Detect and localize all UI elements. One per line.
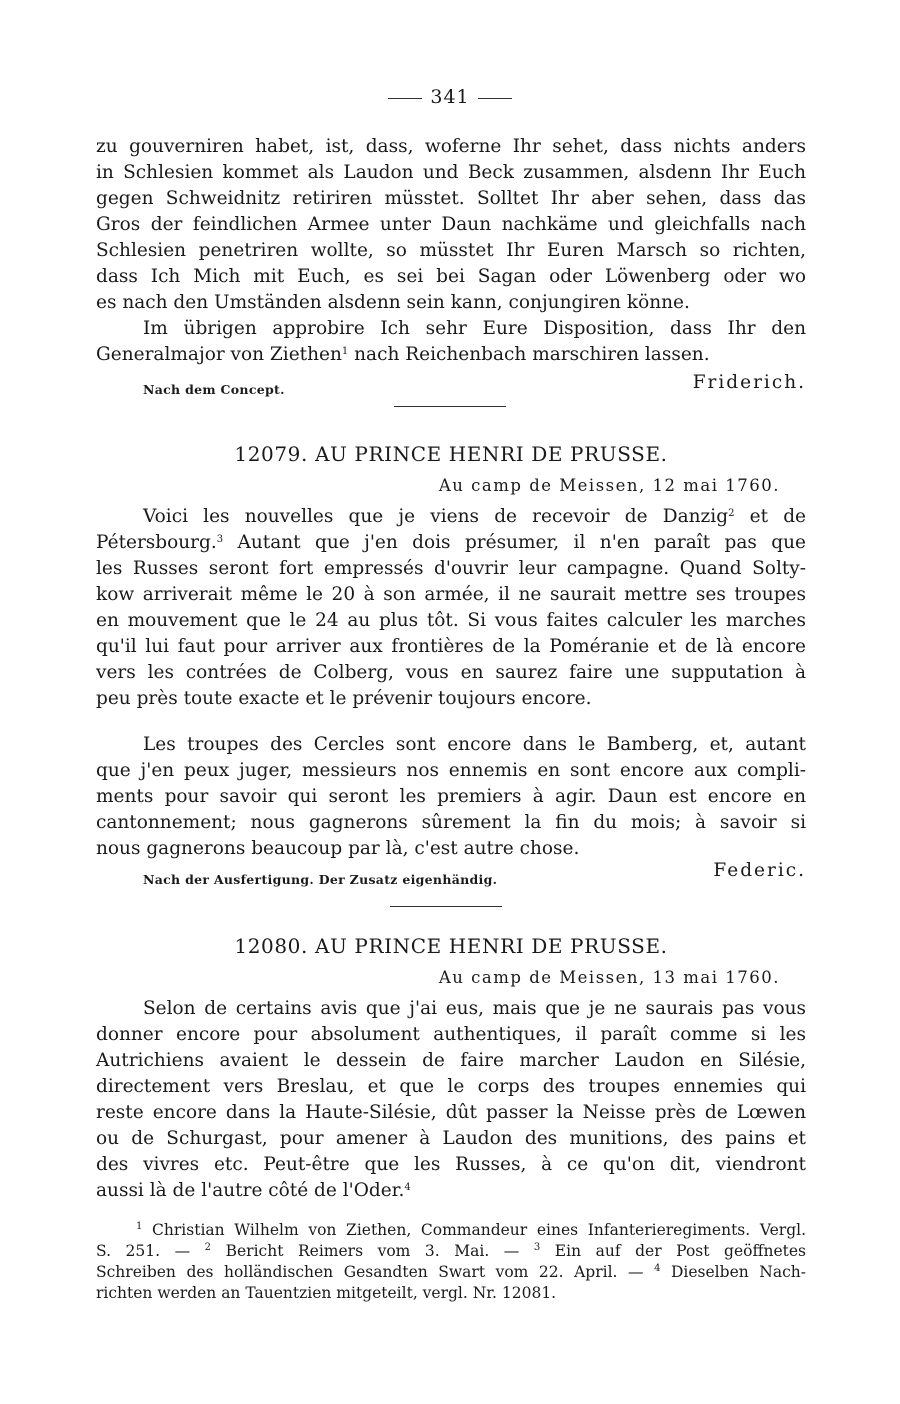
footnote-text: Bericht Reimers vom 3. Mai. —: [225, 1242, 534, 1260]
footnote-text: Schreiben des holländischen Gesandten Swart vom 22. April. —: [96, 1263, 655, 1281]
footnote-ref: 2: [728, 508, 735, 519]
text-fragment: et de: [749, 506, 806, 527]
text-line: [96, 504, 806, 530]
footnote-mark: 1: [136, 1221, 143, 1232]
footnote-mark: 3: [533, 1242, 541, 1253]
text-line: ments pour savoir qui seront les premiers à agir. Daun est encore en: [96, 786, 806, 807]
section-divider: [390, 906, 502, 907]
footnote-ref: 3: [216, 534, 224, 545]
footnote-mark: 2: [204, 1242, 212, 1253]
signature: Federic.: [713, 860, 806, 881]
text-line: Im übrigen approbire Ich sehr Eure Disposition, dass Ihr den: [143, 318, 806, 339]
source-note: Nach dem Concept.: [143, 382, 285, 397]
text-line: les Russes seront fort empressés d'ouvrir leur campagne. Quand Solty-: [96, 558, 806, 579]
text-line: en mouvement que le 24 au plus tôt. Si vous faites calculer les marches: [96, 610, 806, 631]
letter-heading: [96, 934, 806, 958]
text-line: vers les contrées de Colberg, vous en saurez faire une supputation à: [96, 662, 806, 683]
footnote-text: Ein auf der Post geöffnetes: [554, 1242, 806, 1260]
text-line: Les troupes des Cercles sont encore dans le Bamberg, et, autant: [143, 734, 806, 755]
text-line: [96, 530, 806, 556]
letter-title: AU PRINCE HENRI DE PRUSSE.: [314, 934, 668, 958]
text-line: gegen Schweidnitz retiriren müsstet. Solltet Ihr aber sehen, dass das: [96, 188, 806, 209]
letter-number: 12080.: [234, 934, 308, 958]
footnote-line: [96, 1241, 806, 1262]
footnote-ref: 4: [404, 1182, 411, 1193]
footnote-ref: 1: [341, 346, 349, 357]
footnote-line: [96, 1220, 806, 1241]
text-line: Selon de certains avis que j'ai eus, mais que je ne saurais pas vous: [143, 998, 806, 1019]
footnote-text: richten werden an Tauentzien mitgeteilt, vergl. Nr. 12081.: [96, 1284, 557, 1302]
dateline: Au camp de Meissen, 13 mai 1760.: [438, 968, 780, 987]
footnote-text: Dieselben Nach-: [671, 1263, 806, 1281]
letter-heading: [96, 442, 806, 466]
text-line: zu gouverniren habet, ist, dass, woferne Ihr sehet, dass nichts anders: [96, 136, 806, 157]
text-fragment: Autant que j'en dois présumer, il n'en paraît pas que: [237, 532, 806, 553]
text-line: directement vers Breslau, et que le corps des troupes ennemies qui: [96, 1076, 806, 1097]
section-divider: [394, 406, 506, 407]
text-fragment: Voici les nouvelles que je viens de recevoir de Danzig: [143, 506, 729, 527]
text-fragment: nach Reichenbach marschiren lassen.: [354, 344, 710, 365]
text-line: [96, 1178, 806, 1204]
letter-number: 12079.: [234, 442, 308, 466]
signature: Friderich.: [692, 372, 806, 393]
text-line: que j'en peux juger, messieurs nos ennemis en sont encore aux compli-: [96, 760, 806, 781]
text-line: ou de Schurgast, pour amener à Laudon des munitions, des pains et: [96, 1128, 806, 1149]
text-line: peu près toute exacte et le prévenir toujours encore.: [96, 688, 592, 709]
text-line: des vivres etc. Peut-être que les Russes, à ce qu'on dit, viendront: [96, 1154, 806, 1175]
text-line: donner encore pour absolument authentiques, il paraît comme si les: [96, 1024, 806, 1045]
page-number: 341: [370, 86, 530, 108]
text-line: qu'il lui faut pour arriver aux frontières de la Poméranie et de là encore: [96, 636, 806, 657]
text-fragment: Pétersbourg.: [96, 532, 217, 553]
text-line: Schlesien penetriren wollte, so müsstet Ihr Euren Marsch so richten,: [96, 240, 806, 261]
text-line: dass Ich Mich mit Euch, es sei bei Sagan oder Löwenberg oder wo: [96, 266, 806, 287]
footnote-line: [96, 1283, 806, 1304]
footnote-text: Christian Wilhelm von Ziethen, Commandeur eines Infanterieregiments. Vergl.: [152, 1221, 807, 1239]
text-line: reste encore dans la Haute-Silésie, dût passer la Neisse près de Lœwen: [96, 1102, 806, 1123]
text-line: Gros der feindlichen Armee unter Daun nachkäme und gleichfalls nach: [96, 214, 806, 235]
text-line: in Schlesien kommet als Laudon und Beck zusammen, alsdenn Ihr Euch: [96, 162, 806, 183]
text-line: kow arriverait même le 20 à son armée, il ne saurait mettre ses troupes: [96, 584, 806, 605]
text-line: cantonnement; nous gagnerons sûrement la fin du mois; à savoir si: [96, 812, 806, 833]
source-note: Nach der Ausfertigung. Der Zusatz eigenhändig.: [143, 872, 498, 887]
footnote-text: S. 251. —: [96, 1242, 205, 1260]
text-line: es nach den Umständen alsdenn sein kann, conjungiren könne.: [96, 292, 690, 313]
footnote-line: [96, 1262, 806, 1283]
text-fragment: aussi là de l'autre côté de l'Oder.: [96, 1180, 405, 1201]
text-line: nous gagnerons beaucoup par là, c'est autre chose.: [96, 838, 580, 859]
dateline: Au camp de Meissen, 12 mai 1760.: [438, 476, 780, 495]
text-line: Autrichiens avaient le dessein de faire marcher Laudon en Silésie,: [96, 1050, 806, 1071]
text-fragment: Generalmajor von Ziethen: [96, 344, 342, 365]
text-line: [96, 342, 806, 368]
letter-title: AU PRINCE HENRI DE PRUSSE.: [314, 442, 668, 466]
footnote-mark: 4: [654, 1263, 661, 1274]
